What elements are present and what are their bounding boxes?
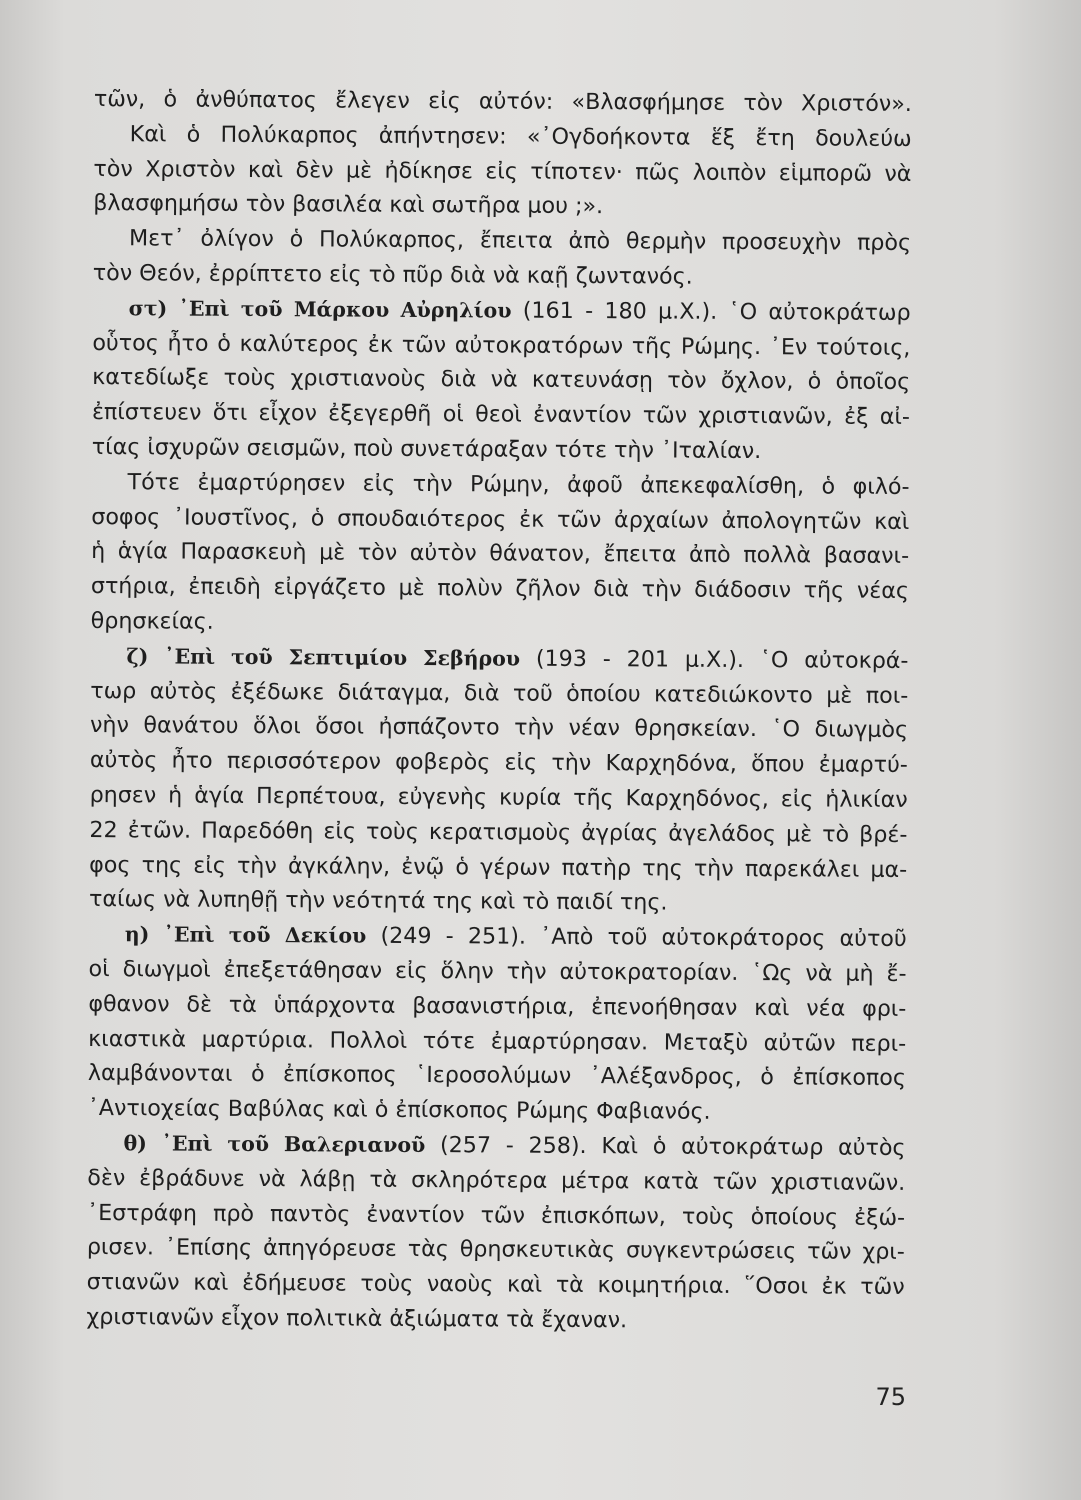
text-line: φθανον δὲ τὰ ὑπάρχοντα βασανιστήρια, ἐπενοήθησαν καὶ νέα φρι- (88, 990, 907, 1022)
text-line: τῶν, ὁ ἀνθύπατος ἔλεγεν εἰς αὐτόν: «Βλασφήμησε τὸν Χριστόν». (93, 85, 912, 117)
text-line: ρισεν. ᾿Επίσης ἀπηγόρευσε τὰς θρησκευτικὰς συγκεντρώσεις τῶν χρι- (86, 1234, 905, 1266)
text-line: Μετ᾿ ὀλίγον ὁ Πολύκαρπος, ἔπειτα ἀπὸ θερμὴν προσευχὴν πρὸς (128, 225, 912, 257)
section-heading-line (87, 1126, 905, 1166)
section-heading-rest: (161 - 180 μ.Χ.). ῾Ο αὐτοκράτωρ (522, 297, 911, 326)
section-heading-line (93, 291, 911, 331)
text-line: σοφος ᾿Ιουστῖνος, ὁ σπουδαιότερος ἐκ τῶν ἀρχαίων ἀπολογητῶν καὶ (91, 503, 910, 535)
section-heading-rest: (193 - 201 μ.Χ.). ῾Ο αὐτοκρά- (535, 645, 909, 674)
section-heading: ζ) ᾿Επὶ τοῦ Σεπτιμίου Σεβήρου (126, 643, 521, 671)
page-number: 75 (875, 1383, 906, 1411)
text-line: στιανῶν καὶ ἐδήμευσε τοὺς ναοὺς καὶ τὰ κοιμητήρια. ῞Οσοι ἐκ τῶν (86, 1269, 905, 1301)
text-line: φος της εἰς τὴν ἀγκάλην, ἐνῷ ὁ γέρων πατὴρ της τὴν παρεκάλει μα- (89, 851, 908, 883)
text-line: νὴν θανάτου ὅλοι ὅσοι ἠσπάζοντο τὴν νέαν θρησκείαν. ῾Ο διωγμὸς (89, 712, 909, 744)
text-line: ρησεν ἡ ἁγία Περπέτουα, εὐγενὴς κυρία τῆς Καρχηδόνος, εἰς ἡλικίαν (89, 781, 908, 813)
text-line: οἱ διωγμοὶ ἐπεξετάθησαν εἰς ὅλην τὴν αὐτοκρατορίαν. ῾Ως νὰ μὴ ἔ- (88, 955, 907, 987)
text-line: αὐτὸς ἦτο περισσότερον φοβερὸς εἰς τὴν Καρχηδόνα, ὅπου ἐμαρτύ- (89, 747, 908, 779)
section-heading: η) ᾿Επὶ τοῦ Δεκίου (124, 922, 367, 948)
text-line: βλασφημήσω τὸν βασιλέα καὶ σωτῆρα μου ;». (93, 190, 604, 220)
section-heading-rest: (257 - 258). Καὶ ὁ αὐτοκράτωρ αὐτὸς (439, 1132, 906, 1161)
text-line: τὸν Χριστὸν καὶ δὲν μὲ ἠδίκησε εἰς τίποτεν· πῶς λοιπὸν εἱμπορῶ νὰ (93, 155, 912, 187)
section-heading-rest: (249 - 251). ᾿Απὸ τοῦ αὐτοκράτορος αὐτοῦ (380, 922, 907, 953)
text-line: Τότε ἐμαρτύρησεν εἰς τὴν Ρώμην, ἀφοῦ ἀπεκεφαλίσθη, ὁ φιλό- (127, 468, 910, 500)
section-heading: στ) ᾿Επὶ τοῦ Μάρκου Αὐρηλίου (128, 295, 512, 323)
section-heading-line (89, 917, 907, 957)
text-line: κιαστικὰ μαρτύρια. Πολλοὶ τότε ἐμαρτύρησαν. Μεταξὺ αὐτῶν περι- (88, 1025, 907, 1057)
section-heading-line (90, 639, 908, 679)
text-line: ἐπίστευεν ὅτι εἶχον ἐξεγερθῆ οἱ θεοὶ ἐναντίον τῶν χριστιανῶν, ἐξ αἰ- (91, 399, 911, 431)
text-line: θρησκείας. (90, 607, 214, 635)
body-text (86, 82, 912, 1340)
text-line: κατεδίωξε τοὺς χριστιανοὺς διὰ νὰ κατευνάσῃ τὸν ὄχλον, ὁ ὁποῖος (92, 364, 911, 396)
text-line: τὸν Θεόν, ἐρρίπτετο εἰς τὸ πῦρ διὰ νὰ καῇ ζωντανός. (92, 259, 693, 290)
text-line: ἡ ἁγία Παρασκευὴ μὲ τὸν αὐτὸν θάνατον, ἔπειτα ἀπὸ πολλὰ βασανι- (91, 538, 910, 570)
text-line: ταίως νὰ λυπηθῇ τὴν νεότητά της καὶ τὸ παιδί της. (88, 886, 668, 916)
text-line: 22 ἐτῶν. Παρεδόθη εἰς τοὺς κερατισμοὺς ἀγρίας ἀγελάδος μὲ τὸ βρέ- (89, 816, 908, 848)
section-heading: θ) ᾿Επὶ τοῦ Βαλεριανοῦ (123, 1131, 426, 1157)
text-line: ᾿Αντιοχείας Βαβύλας καὶ ὁ ἐπίσκοπος Ρώμης Φαβιανός. (87, 1095, 711, 1125)
text-line: τωρ αὐτὸς ἐξέδωκε διάταγμα, διὰ τοῦ ὁποίου κατεδιώκοντο μὲ ποι- (90, 677, 909, 709)
text-line: ᾿Εστράφη πρὸ παντὸς ἐναντίον τῶν ἐπισκόπων, τοὺς ὁποίους ἐξώ- (87, 1199, 906, 1231)
text-line: τίας ἰσχυρῶν σεισμῶν, ποὺ συνετάραξαν τότε τὴν ᾿Ιταλίαν. (91, 433, 762, 465)
text-line: λαμβάνονται ὁ ἐπίσκοπος ῾Ιεροσολύμων ᾿Αλέξανδρος, ὁ ἐπίσκοπος (87, 1060, 907, 1092)
text-line: οὗτος ἦτο ὁ καλύτερος ἐκ τῶν αὐτοκρατόρων τῆς Ρώμης. ᾿Εν τούτοις, (92, 329, 911, 361)
text-line: χριστιανῶν εἶχον πολιτικὰ ἀξιώματα τὰ ἔχαναν. (86, 1303, 628, 1334)
text-line: στήρια, ἐπειδὴ εἰργάζετο μὲ πολὺν ζῆλον διὰ τὴν διάδοσιν τῆς νέας (90, 573, 909, 605)
text-line: Καὶ ὁ Πολύκαρπος ἀπήντησεν: «᾿Ογδοήκοντα ἕξ ἔτη δουλεύω (129, 121, 912, 152)
text-line: δὲν ἐβράδυνε νὰ λάβῃ τὰ σκληρότερα μέτρα κατὰ τῶν χριστιανῶν. (87, 1164, 906, 1196)
